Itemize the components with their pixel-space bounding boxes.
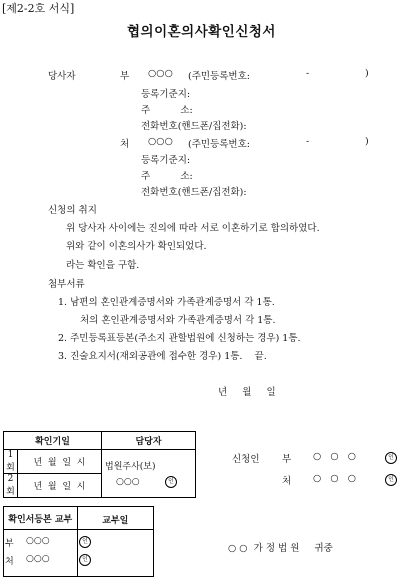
husband-address-label: 주 소: <box>141 105 193 116</box>
officer-title: 법원주사(보) <box>105 462 156 472</box>
confirm-date-header: 확인기일 <box>4 432 102 450</box>
round-2-label: 2회 <box>4 474 18 498</box>
purpose-heading: 신청의 취지 <box>48 205 97 216</box>
attachment-item-3: 3. 진술요지서(재외공관에 접수한 경우) 1통. 끝. <box>58 351 267 362</box>
officer-cell <box>102 450 196 498</box>
applicant-label: 신청인 <box>232 454 260 465</box>
applicant-wife-name: ○ ○ ○ <box>313 473 356 484</box>
attachment-item-2: 2. 주민등록표등본(주소지 관할법원에 신청하는 경우) 1통. <box>58 333 301 344</box>
issue-date-header: 교부일 <box>77 507 154 530</box>
wife-rrn-close: ) <box>365 136 369 147</box>
husband-phone-label: 전화번호(핸드폰/집전화): <box>141 121 247 132</box>
page-title: 협의이혼의사확인신청서 <box>127 24 276 40</box>
husband-rrn-dash: - <box>306 68 310 79</box>
husband-rrn-label: (주민등록번호: <box>188 71 250 82</box>
copy-issue-table <box>3 506 154 577</box>
date-line: 년 월 일 <box>218 387 276 398</box>
court-line: ○ ○ 가 정 법 원 귀중 <box>228 543 333 554</box>
husband-role: 부 <box>120 71 130 82</box>
form-number: [제2-2호 서식] <box>2 2 75 15</box>
wife-phone-label: 전화번호(핸드폰/집전화): <box>141 187 247 198</box>
copy-husband-seal-icon: 인 <box>79 536 91 548</box>
copy-issue-header: 확인서등본 교부 <box>4 507 78 530</box>
round-1-date: 년 월 일 시 <box>18 450 102 474</box>
husband-name: ○○○ <box>148 68 173 79</box>
applicant-husband-name: ○ ○ ○ <box>313 451 356 462</box>
round-1-label: 1회 <box>4 450 18 474</box>
applicant-wife-role: 처 <box>282 476 292 487</box>
copy-issue-cell <box>4 530 88 577</box>
wife-role: 처 <box>120 139 130 150</box>
husband-rrn-close: ) <box>365 68 369 79</box>
applicant-husband-role: 부 <box>282 454 292 465</box>
copy-wife-name: ○○○ <box>26 554 50 564</box>
copy-husband-role: 부 <box>5 539 14 549</box>
round-2-date: 년 월 일 시 <box>18 474 102 498</box>
husband-registry-label: 등록기준지: <box>141 89 191 100</box>
wife-address-label: 주 소: <box>141 171 193 182</box>
attachment-item-1: 1. 남편의 혼인관계증명서와 가족관계증명서 각 1통. <box>58 297 275 308</box>
wife-name: ○○○ <box>148 136 173 147</box>
officer-name: ○○○ <box>116 477 140 487</box>
purpose-line-2: 위와 같이 이혼의사가 확인되었다. <box>66 241 207 252</box>
applicant-husband-seal-icon: 인 <box>385 452 397 464</box>
wife-rrn-dash: - <box>306 136 310 147</box>
wife-rrn-label: (주민등록번호: <box>188 139 250 150</box>
copy-husband-name: ○○○ <box>26 536 50 546</box>
officer-header: 담당자 <box>102 432 196 450</box>
purpose-line-3: 라는 확인을 구함. <box>66 260 140 271</box>
copy-wife-role: 처 <box>5 557 14 567</box>
purpose-line-1: 위 당사자 사이에는 진의에 따라 서로 이혼하기로 합의하였다. <box>66 223 320 234</box>
confirmation-date-table <box>3 431 196 498</box>
applicant-wife-seal-icon: 인 <box>385 474 397 486</box>
officer-seal-icon: 인 <box>165 476 177 488</box>
copy-wife-seal-icon: 인 <box>79 554 91 566</box>
attachment-item-1b: 처의 혼인관계증명서와 가족관계증명서 각 1통. <box>80 315 276 326</box>
wife-registry-label: 등록기준지: <box>141 155 191 166</box>
parties-label: 당사자 <box>48 71 76 82</box>
attachments-heading: 첨부서류 <box>48 279 85 290</box>
